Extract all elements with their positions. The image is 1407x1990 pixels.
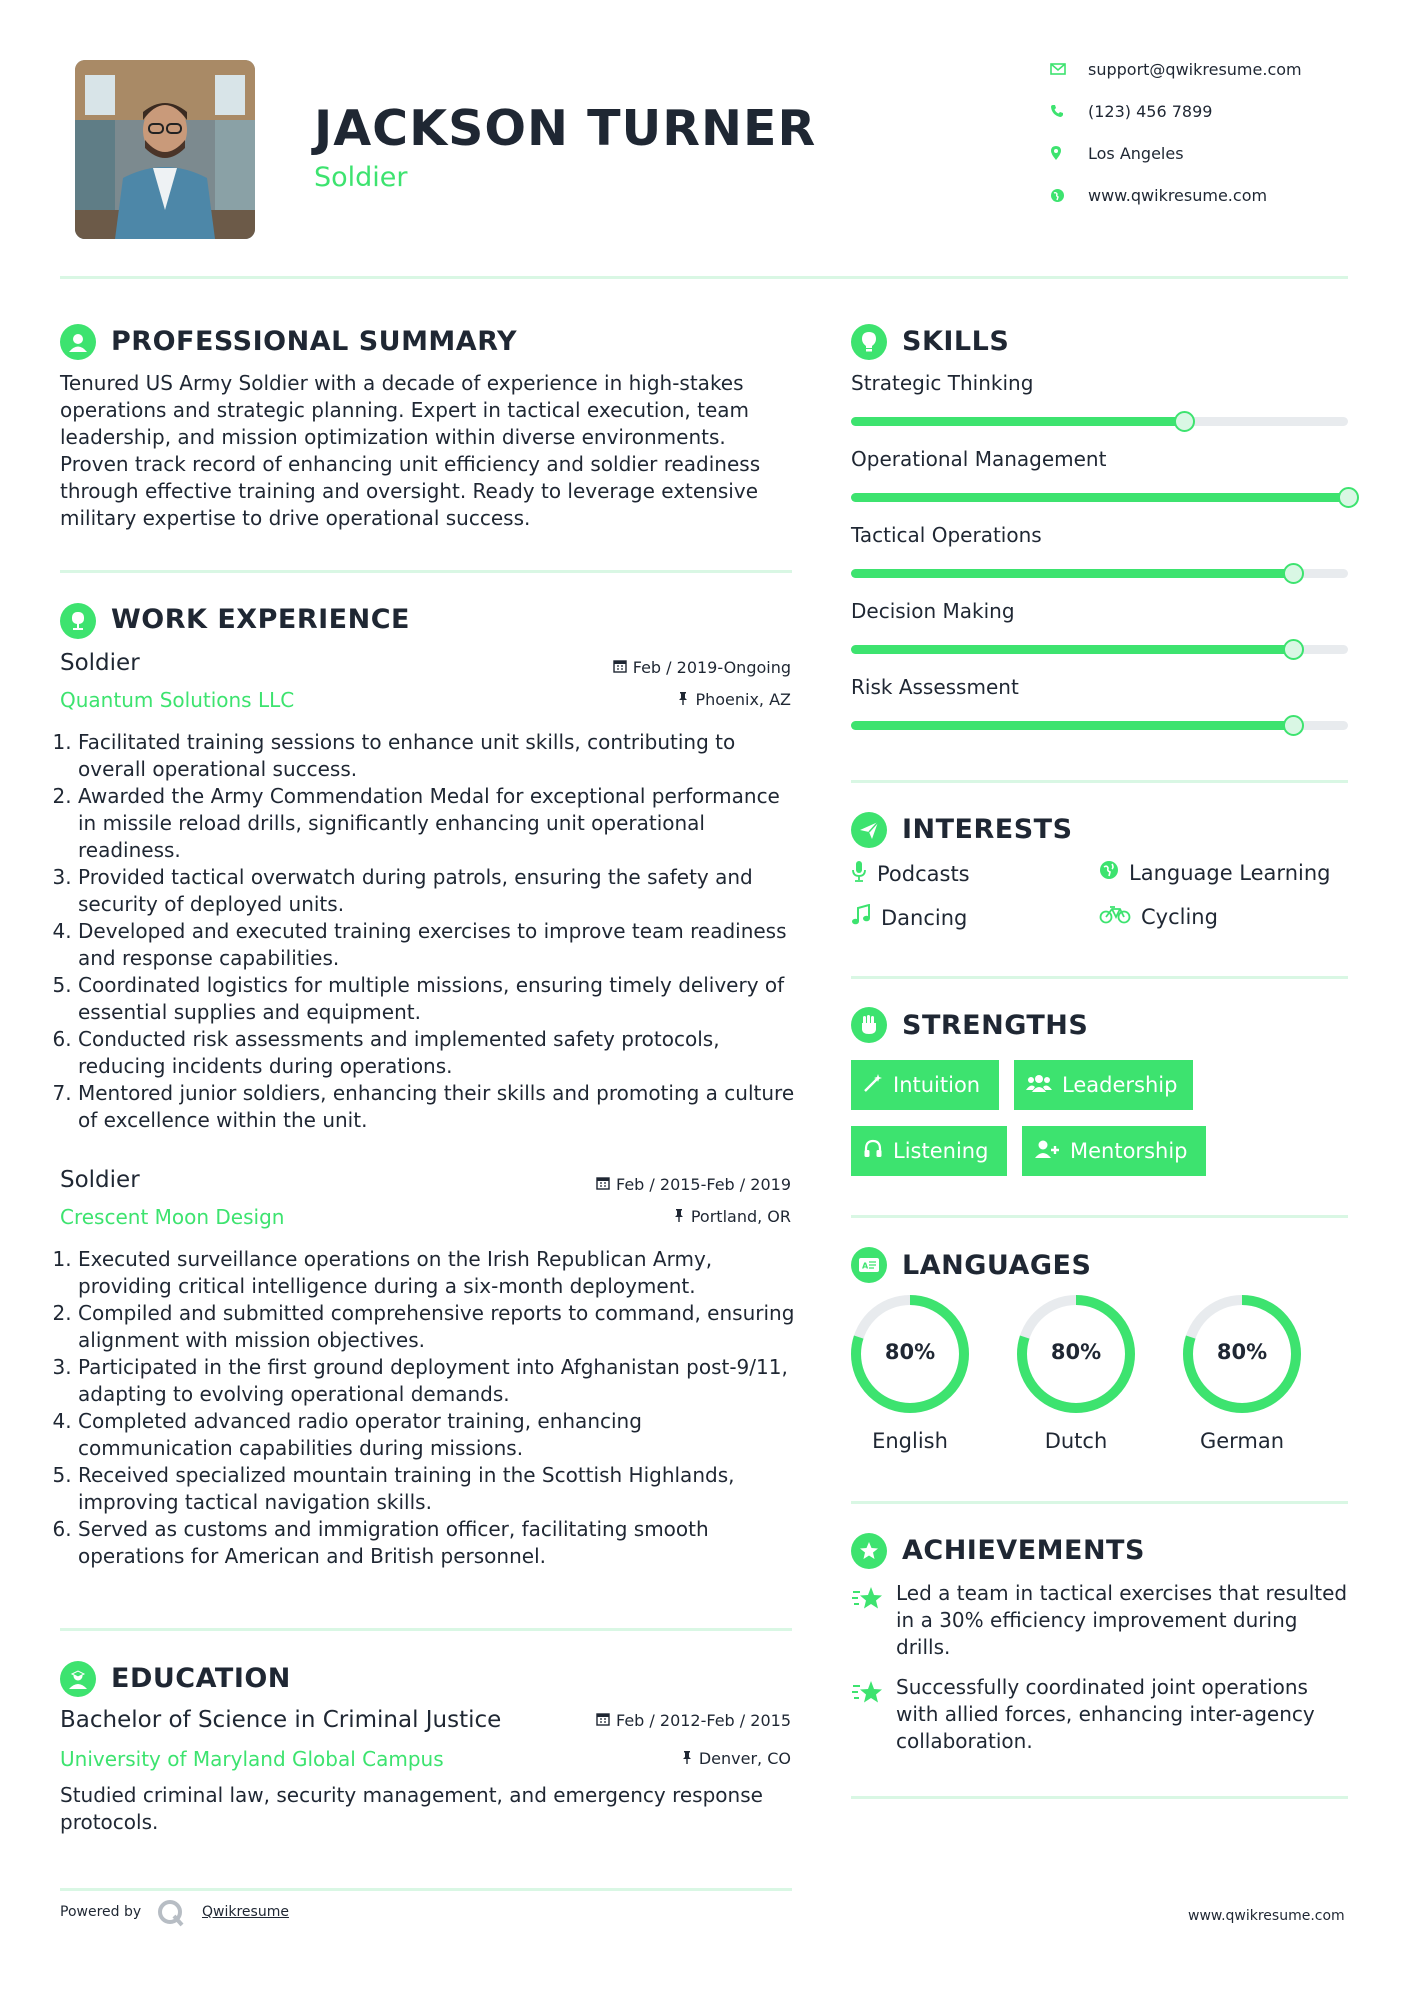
qwikresume-link[interactable]: Qwikresume: [202, 1904, 289, 1920]
job-company: Crescent Moon Design: [60, 1205, 285, 1229]
skill-label: Decision Making: [851, 599, 1015, 623]
language-label: German: [1199, 1429, 1285, 1453]
contact-phone[interactable]: (123) 456 7899: [1050, 96, 1212, 126]
job-bullets: [60, 729, 800, 1134]
education-description: Studied criminal law, security management, and emergency response protocols.: [60, 1783, 763, 1834]
magic-wand-icon: [863, 1073, 883, 1098]
strength-intuition: Intuition: [851, 1060, 999, 1110]
user-icon: [60, 324, 96, 360]
strength-mentorship: Mentorship: [1022, 1126, 1206, 1176]
microphone-icon: [851, 860, 867, 887]
language-percent: 80%: [884, 1340, 936, 1364]
achievement-star-icon: [851, 1679, 885, 1711]
medal-icon: [851, 1533, 887, 1569]
summary-title: PROFESSIONAL SUMMARY: [111, 326, 518, 357]
contact-email[interactable]: support@qwikresume.com: [1050, 54, 1302, 84]
globe-icon: [1050, 188, 1088, 203]
skill-bar-fill: [851, 493, 1348, 502]
skill-bar-knob: [1283, 639, 1304, 660]
list-item: 5. Coordinated logistics for multiple missions, ensuring timely delivery of essential supplies and equipment.: [78, 972, 800, 1026]
job-location: Portland, OR: [500, 1207, 791, 1226]
raised-fist-icon: [851, 1007, 887, 1043]
list-item: 7. Mentored junior soldiers, enhancing their skills and promoting a culture of excellence within the unit.: [78, 1080, 800, 1134]
envelope-icon: [1050, 63, 1088, 75]
list-item: 1. Facilitated training sessions to enhance unit skills, contributing to overall operational success.: [78, 729, 800, 783]
list-item: 6. Served as customs and immigration officer, facilitating smooth operations for American and British personnel.: [78, 1516, 800, 1570]
music-note-icon: [851, 904, 871, 931]
achievements-title: ACHIEVEMENTS: [902, 1535, 1145, 1566]
strength-leadership: Leadership: [1014, 1060, 1193, 1110]
job-dates: Feb / 2015-Feb / 2019: [500, 1175, 791, 1194]
calendar-icon: [596, 1711, 610, 1730]
strength-listening: Listening: [851, 1126, 1007, 1176]
profile-photo: [75, 60, 255, 239]
education-dates: Feb / 2012-Feb / 2015: [500, 1711, 791, 1730]
interests-divider: [851, 976, 1348, 979]
achievement-star-icon: [851, 1585, 885, 1617]
achievement-item: Led a team in tactical exercises that resulted in a 30% efficiency improvement during drills.: [896, 1581, 1348, 1659]
list-item: 4. Completed advanced radio operator training, enhancing communication capabilities during missions.: [78, 1408, 800, 1462]
education-location: Denver, CO: [500, 1749, 791, 1768]
summary-text: Tenured US Army Soldier with a decade of experience in high-stakes operations and strategic planning. Expert in tactical execution, team leadership, and mission optimization within diverse environments. Proven track record of enhancing unit efficiency and soldier readiness through effective training and oversight. Ready to leverage extensive military expertise to drive operational success.: [60, 371, 761, 530]
language-ring: [1014, 1292, 1138, 1420]
list-item: 2. Awarded the Army Commendation Medal for exceptional performance in missile reload drills, significantly enhancing unit operational readiness.: [78, 783, 800, 864]
list-item: 1. Executed surveillance operations on the Irish Republican Army, providing critical intelligence during a six-month deployment.: [78, 1246, 800, 1300]
skill-bar-knob: [1283, 563, 1304, 584]
contact-location: Los Angeles: [1050, 138, 1184, 168]
job-bullets: [60, 1246, 800, 1570]
list-item: 3. Provided tactical overwatch during patrols, ensuring the safety and security of deployed units.: [78, 864, 800, 918]
job-location: Phoenix, AZ: [500, 690, 791, 709]
skill-bar-knob: [1283, 715, 1304, 736]
footer-website[interactable]: www.qwikresume.com: [1188, 1908, 1345, 1924]
contact-website[interactable]: www.qwikresume.com: [1050, 180, 1267, 210]
degree-title: Bachelor of Science in Criminal Justice: [60, 1707, 502, 1733]
skill-label: Operational Management: [851, 447, 1107, 471]
skill-bar-fill: [851, 721, 1293, 730]
job-company: Quantum Solutions LLC: [60, 688, 295, 712]
list-item: 4. Developed and executed training exercises to improve team readiness and response capabilities.: [78, 918, 800, 972]
pushpin-icon: [681, 1749, 693, 1768]
skill-label: Tactical Operations: [851, 523, 1042, 547]
skill-label: Strategic Thinking: [851, 371, 1034, 395]
pushpin-icon: [677, 690, 689, 709]
calendar-icon: [596, 1175, 610, 1194]
skill-bar: [851, 417, 1348, 426]
skill-bar-fill: [851, 645, 1293, 654]
bicycle-icon: [1099, 904, 1131, 929]
footer-divider-left: [60, 1888, 792, 1891]
achievements-divider: [851, 1796, 1348, 1799]
achievement-item: Successfully coordinated joint operations with allied forces, enhancing inter-agency collaboration.: [896, 1675, 1315, 1753]
list-item: 6. Conducted risk assessments and implemented safety protocols, reducing incidents during operations.: [78, 1026, 800, 1080]
skill-bar-knob: [1338, 487, 1359, 508]
education-title: EDUCATION: [111, 1663, 291, 1694]
strengths-divider: [851, 1215, 1348, 1218]
header-divider: [60, 276, 1348, 279]
calendar-icon: [613, 658, 627, 677]
headphones-icon: [863, 1139, 883, 1164]
work-title: WORK EXPERIENCE: [111, 604, 410, 635]
candidate-role: Soldier: [314, 162, 408, 193]
list-item: 5. Received specialized mountain training in the Scottish Highlands, improving tactical navigation skills.: [78, 1462, 800, 1516]
skills-title: SKILLS: [902, 326, 1010, 357]
skill-bar: [851, 493, 1348, 502]
interest-language-learning: Language Learning: [1099, 860, 1330, 885]
interest-podcasts: Podcasts: [851, 860, 970, 887]
skill-bar-knob: [1174, 411, 1195, 432]
qwikresume-logo-icon: [156, 1898, 186, 1932]
interest-cycling: Cycling: [1099, 904, 1218, 929]
map-pin-icon: [1050, 145, 1088, 161]
candidate-name: JACKSON TURNER: [314, 100, 817, 157]
list-item: 2. Compiled and submitted comprehensive reports to command, ensuring alignment with mission objectives.: [78, 1300, 800, 1354]
lightbulb-icon: [851, 324, 887, 360]
language-ring: [848, 1292, 972, 1420]
language-percent: 80%: [1050, 1340, 1102, 1364]
pushpin-icon: [673, 1207, 685, 1226]
summary-divider: [60, 570, 792, 573]
user-plus-icon: [1034, 1139, 1060, 1164]
svg-text:A: A: [862, 1261, 869, 1271]
language-label: English: [872, 1429, 948, 1453]
skill-bar: [851, 569, 1348, 578]
languages-divider: [851, 1501, 1348, 1504]
skill-bar: [851, 645, 1348, 654]
skill-label: Risk Assessment: [851, 675, 1019, 699]
language-ring: [1180, 1292, 1304, 1420]
job-title: Soldier: [60, 650, 140, 676]
work-divider: [60, 1628, 792, 1631]
school-name: University of Maryland Global Campus: [60, 1747, 444, 1771]
interest-dancing: Dancing: [851, 904, 967, 931]
briefcase-icon: [60, 603, 96, 639]
language-label: Dutch: [1044, 1429, 1108, 1453]
users-icon: [1026, 1073, 1052, 1098]
powered-by-label: Powered by: [60, 1904, 142, 1920]
list-item: 3. Participated in the first ground deployment into Afghanistan post-9/11, adapting to evolving operational demands.: [78, 1354, 800, 1408]
skill-bar: [851, 721, 1348, 730]
globe-icon: [1099, 860, 1119, 885]
language-card-icon: [851, 1247, 887, 1283]
languages-title: LANGUAGES: [902, 1250, 1092, 1281]
graduation-icon: [60, 1661, 96, 1697]
paper-plane-icon: [851, 812, 887, 848]
job-dates: Feb / 2019-Ongoing: [500, 658, 791, 677]
skill-bar-fill: [851, 417, 1184, 426]
job-title: Soldier: [60, 1167, 140, 1193]
skill-bar-fill: [851, 569, 1293, 578]
strengths-title: STRENGTHS: [902, 1010, 1089, 1041]
phone-icon: [1050, 104, 1088, 118]
interests-title: INTERESTS: [902, 814, 1073, 845]
language-percent: 80%: [1216, 1340, 1268, 1364]
skills-divider: [851, 780, 1348, 783]
